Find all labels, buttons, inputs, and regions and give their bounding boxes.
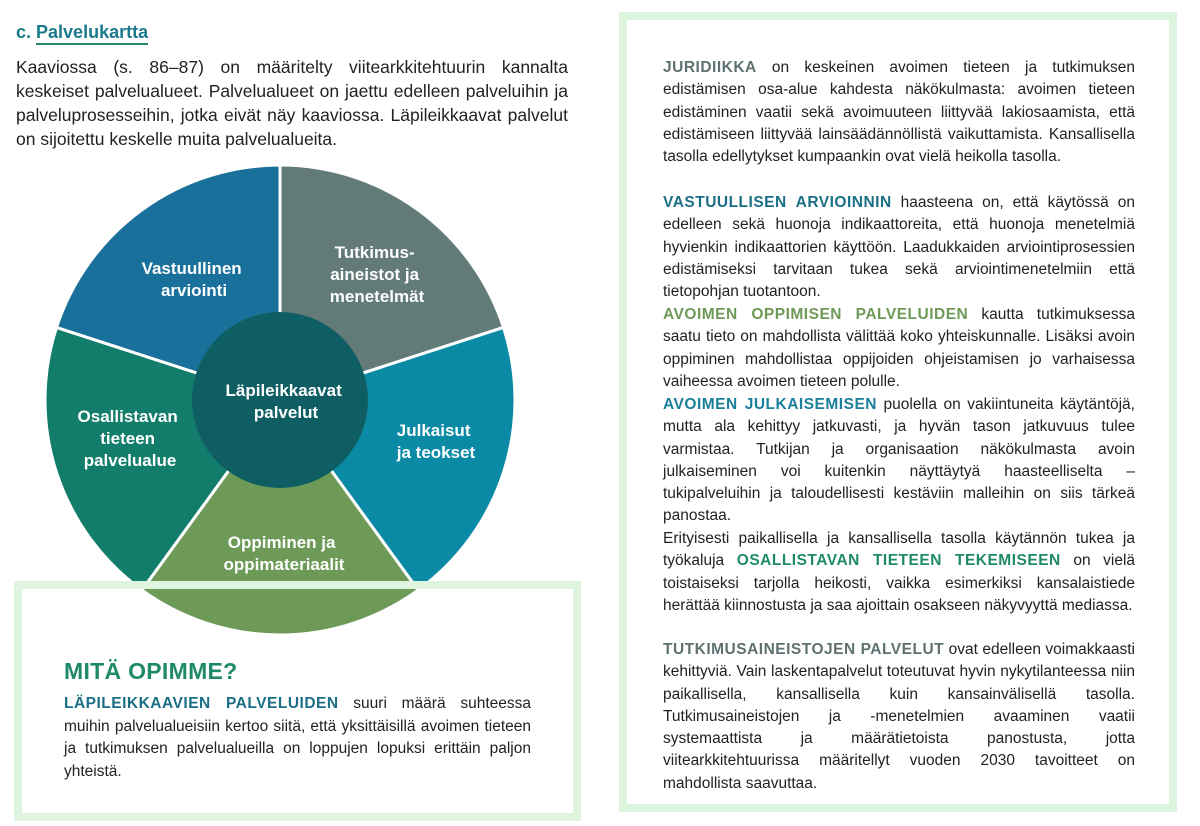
paragraph-avoin-oppiminen: AVOIMEN OPPIMISEN PALVELUIDEN kautta tutkimuksessa saatu tieto on mahdollista välittää koko yhteiskunnalle. Lisäksi avoin oppiminen mahdollistaa oppijoiden ohjeistamisen jo varhaisessa vaiheessa avoimen tieteen polulle. [663,306,1135,390]
paragraph-avoin-julkaiseminen: AVOIMEN JULKAISEMISEN puolella on vakiintuneita käytäntöjä, mutta ala kehittyy jatkuvasti, ja hyvän tason jatkuvuus tulee varmistaa. Tutkijan ja organisaation näkökulmasta avoin julkaiseminen voi kuitenkin näyttäytyä haasteelliselta – tukipalveluihin ja taloudellisesti kestäviin malleihin on siis tärkeä panostaa. [663,396,1135,525]
center-circle [192,312,368,488]
paragraph-juridiikka: JURIDIIKKA on keskeinen avoimen tieteen ja tutkimuksen edistämisen osa-alue kahdesta näkökulmasta: avoimen tieteen edistäminen vaatii sekä avoimuuteen liittyvää lakiosaamista, että edistämiseen liittyvää lainsäädännöllistä vaikuttamista. Kansallisella tasolla edellytykset kumpaankin ovat vielä heikolla tasolla. [663,59,1135,166]
intro-text: Kaaviossa (s. 86–87) on määritelty viitearkkitehtuurin kannalta keskeiset palvelualueet. Palvelualueet on jaettu edelleen palveluihin ja palveluprosesseihin, jotka eivät näy kaaviossa. Läpileikkaavat palvelut on sijoitettu keskelle muita palvelualueita. [16,57,568,149]
segment-label-julkaisut: Julkaisut ja teokset [396,421,476,462]
center-label: Läpileikkaavat palvelut [225,381,342,422]
section-title-text: Palvelukartta [36,22,148,45]
segment-label-osallistava-tiede: Osallistavan tieteen palvelualue [77,407,178,470]
paragraph-osallistava-tiede: Erityisesti paikallisella ja kansallisella tasolla käytännön tukea ja työkaluja OSALLISTAVAN TIETEEN TEKEMISEEN on vielä toistaiseksi tarjolla heikosti, vaikka esimerkiksi kansalaistiede herättää kiinnostusta ja saa ajoittain osakseen näkyvyyttä mediassa. [663,530,1136,614]
segment-label-oppiminen: Oppiminen ja oppimateriaalit [223,533,345,574]
service-map-diagram [40,160,520,640]
lessons-text [64,693,531,783]
keyword-tutkimusaineistot: TUTKIMUSAINEISTOJEN PALVELUT [663,641,945,658]
segment-label-vastuullinen-arviointi: Vastuullinen arviointi [141,259,242,300]
lessons-heading: MITÄ OPIMME? [64,658,238,684]
keyword-juridiikka: JURIDIIKKA [663,59,757,76]
keyword-avoin-oppiminen: AVOIMEN OPPIMISEN PALVELUIDEN [663,306,969,323]
keyword-avoin-julkaiseminen: AVOIMEN JULKAISEMISEN [663,396,877,413]
section-letter: c. [16,22,32,42]
paragraph-vastuullinen-arviointi: VASTUULLISEN ARVIOINNIN haasteena on, että käytössä on edelleen sekä huonoja indikaattoreita, että huonoja menetelmiä hyvienkin indikaattorien käyttöön. Laadukkaiden arviointiprosessien edistämiseksi tarvitaan tukea sekä arviointimenetelmiin että tietopohjan tuotantoon. [663,194,1136,301]
findings-box [619,12,1177,812]
keyword-osallistava-tiede: OSALLISTAVAN TIETEEN TEKEMISEEN [736,552,1061,570]
segment-label-tutkimusaineistot: Tutkimus- aineistot ja menetelmät [329,243,425,306]
section-title [16,22,148,43]
lessons-keyword: LÄPILEIKKAAVIEN PALVELUIDEN [64,695,339,712]
paragraph-tutkimusaineistot: TUTKIMUSAINEISTOJEN PALVELUT ovat edelleen voimakkaasti kehittyviä. Vain laskentapalvelut toteutuvat hyvin nykytilanteessa niin paikallisella, kansallisella kuin kansainvälisellä tasolla. Tutkimusaineistojen ja -menetelmien avaaminen vaatii systemaattista ja määrätietoista panostusta, jotta viitearkkitehtuurissa määritellyt vuoden 2030 tavoitteet on mahdollista saavuttaa. [663,641,1135,792]
keyword-vastuullinen-arviointi: VASTUULLISEN ARVIOINNIN [663,194,892,211]
lessons-box [14,581,581,821]
lessons-body: suuri määrä suhteessa muihin palvelualueisiin kertoo siitä, että yksittäisillä avoimen tieteen ja tutkimuksen palvelualueilla on loppujen lopuksi erittäin paljon yhteistä. [64,695,531,780]
